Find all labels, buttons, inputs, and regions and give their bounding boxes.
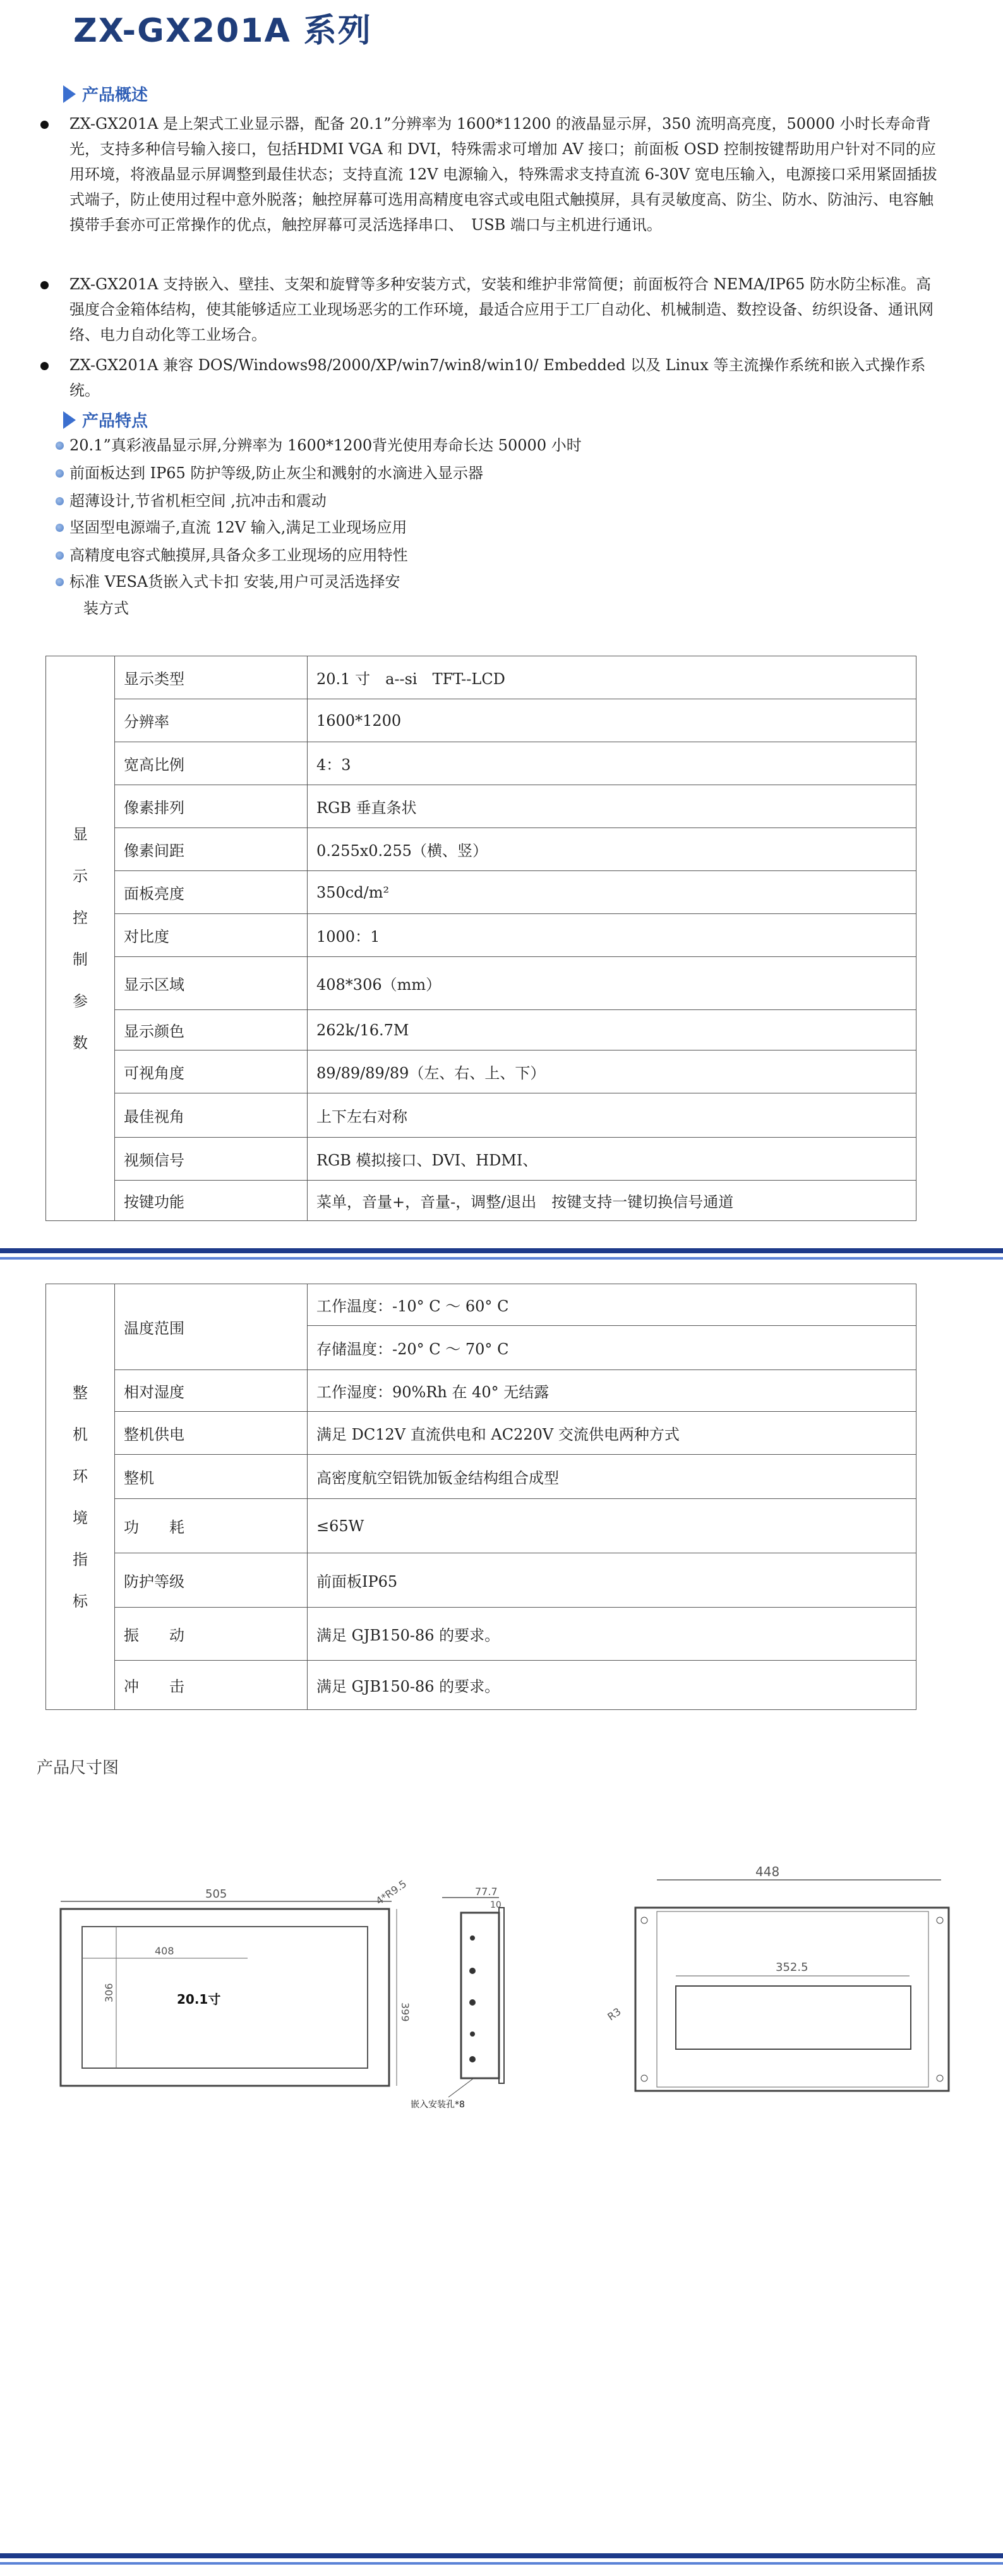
round-bullet-icon bbox=[56, 578, 64, 586]
screw-hole-icon bbox=[641, 2075, 647, 2081]
front-height-label: 399 bbox=[399, 2002, 411, 2022]
spec-value: ≤65W bbox=[308, 1499, 916, 1553]
bullet-icon bbox=[40, 281, 49, 289]
table-row bbox=[46, 1499, 916, 1553]
mounting-hole-icon bbox=[470, 1935, 475, 1941]
overview-paragraph-3: ZX-GX201A 兼容 DOS/Windows98/2000/XP/win7/win8/win10/ Embedded 以及 Linux 等主流操作系统和嵌入式操作系统。 bbox=[69, 352, 941, 403]
front-inner-height-label: 306 bbox=[103, 1983, 115, 2002]
spec-value: 工作温度：-10° C ～ 60° C bbox=[308, 1284, 916, 1326]
leader-line bbox=[448, 2078, 474, 2097]
dimension-caption: 产品尺寸图 bbox=[37, 1759, 119, 1778]
table-row bbox=[46, 914, 916, 957]
table-row bbox=[46, 742, 916, 785]
back-inner-width-label: 352.5 bbox=[776, 1961, 808, 1974]
table-row bbox=[46, 1553, 916, 1608]
table-row bbox=[46, 828, 916, 871]
spec-name: 温度范围 bbox=[115, 1284, 308, 1370]
spec-name: 按键功能 bbox=[115, 1181, 308, 1221]
section-divider bbox=[0, 1247, 1003, 1266]
spec-value: 上下左右对称 bbox=[308, 1093, 916, 1138]
feature-item: 前面板达到 IP65 防护等级,防止灰尘和溅射的水滴进入显示器 bbox=[69, 462, 483, 484]
divider-bar-light bbox=[0, 1257, 1003, 1260]
screw-hole-icon bbox=[937, 1917, 943, 1923]
features-heading bbox=[63, 408, 148, 431]
connector-icon bbox=[470, 2031, 475, 2037]
spec-value: 满足 GJB150-86 的要求。 bbox=[308, 1608, 916, 1661]
round-bullet-icon bbox=[56, 469, 64, 478]
side-body-outline bbox=[461, 1913, 499, 2078]
display-category-cell: 显 示 控 制 参 数 bbox=[46, 656, 115, 1221]
table-row bbox=[46, 1181, 916, 1221]
features-heading-text: 产品特点 bbox=[82, 412, 148, 431]
spec-name: 振 动 bbox=[115, 1608, 308, 1661]
feature-item: 超薄设计,节省机柜空间 ,抗冲击和震动 bbox=[69, 490, 327, 512]
spec-name: 功 耗 bbox=[115, 1499, 308, 1553]
feature-item: 20.1”真彩液晶显示屏,分辨率为 1600*1200背光使用寿命长达 50000 小时 bbox=[69, 435, 582, 456]
spec-name: 面板亮度 bbox=[115, 871, 308, 914]
spec-name: 整机 bbox=[115, 1455, 308, 1499]
table-row bbox=[46, 1412, 916, 1455]
spec-name: 对比度 bbox=[115, 914, 308, 957]
round-bullet-icon bbox=[56, 497, 64, 505]
table-row bbox=[46, 656, 916, 699]
overview-paragraph-1: ZX-GX201A 是上架式工业显示器，配备 20.1”分辨率为 1600*11200 的液晶显示屏，350 流明高亮度，50000 小时长寿命背光，支持多种信号输入接口，包括HDMI VGA 和 DVI，特殊需求可增加 AV 接口；前面板 OSD 控制按键帮助用户针对不同的应用环境，将液晶显示屏调整到最佳状态；支持直流 12V 电源输入，特殊需求支持直流 6-30V 宽电压输入，电源接口采用紧固插拔式端子，防止使用过程中意外脱落；触控屏幕可选用高精度电容式或电阻式触摸屏，具有灵敏度高、防尘、防水、防油污、电容触摸带手套亦可正常操作的优点，触控屏幕可灵活选择串口、 USB 端口与主机进行通讯。 bbox=[69, 111, 941, 238]
spec-value: 20.1 寸 a--si TFT--LCD bbox=[308, 656, 916, 699]
spec-name: 显示类型 bbox=[115, 656, 308, 699]
environment-category-cell: 整 机 环 境 指 标 bbox=[46, 1284, 115, 1710]
front-width-label: 505 bbox=[205, 1887, 227, 1901]
round-bullet-icon bbox=[56, 551, 64, 560]
table-row bbox=[46, 1608, 916, 1661]
mounting-hole-icon bbox=[469, 2056, 476, 2062]
spec-name: 视频信号 bbox=[115, 1138, 308, 1181]
table-row bbox=[46, 1010, 916, 1050]
divider-bar-dark bbox=[0, 1248, 1003, 1253]
spec-value: 前面板IP65 bbox=[308, 1553, 916, 1608]
back-side-label: R3 bbox=[605, 2005, 623, 2023]
side-depth-label: 77.7 bbox=[475, 1886, 498, 1898]
connector-icon bbox=[469, 1999, 476, 2006]
spec-name: 分辨率 bbox=[115, 699, 308, 742]
connector-icon bbox=[469, 1968, 476, 1974]
spec-value: 89/89/89/89（左、右、上、下） bbox=[308, 1050, 916, 1093]
spec-name: 可视角度 bbox=[115, 1050, 308, 1093]
bullet-icon bbox=[40, 362, 49, 370]
screw-hole-icon bbox=[641, 1917, 647, 1923]
spec-value: 工作湿度：90%Rh 在 40° 无结露 bbox=[308, 1370, 916, 1412]
bullet-icon bbox=[40, 121, 49, 129]
spec-value: 存储温度：-20° C ～ 70° C bbox=[308, 1326, 916, 1370]
front-view-drawing bbox=[51, 1877, 411, 2091]
front-inner-frame bbox=[82, 1927, 368, 2068]
table-row bbox=[46, 1370, 916, 1412]
spec-value: 350cd/m² bbox=[308, 871, 916, 914]
side-flange-label: 10 bbox=[490, 1900, 501, 1910]
spec-name: 像素排列 bbox=[115, 785, 308, 828]
overview-heading-text: 产品概述 bbox=[82, 86, 148, 105]
spec-value: 高密度航空铝铣加钣金结构组合成型 bbox=[308, 1455, 916, 1499]
back-outer-frame bbox=[635, 1908, 949, 2091]
spec-value: 1600*1200 bbox=[308, 699, 916, 742]
environment-spec-table bbox=[45, 1284, 916, 1710]
back-view-drawing bbox=[606, 1863, 960, 2104]
spec-name: 最佳视角 bbox=[115, 1093, 308, 1138]
spec-value: 1000：1 bbox=[308, 914, 916, 957]
spec-name: 显示区域 bbox=[115, 957, 308, 1010]
round-bullet-icon bbox=[56, 442, 64, 450]
back-mount-plate bbox=[676, 1986, 911, 2049]
table-row bbox=[46, 699, 916, 742]
front-inner-width-label: 408 bbox=[155, 1945, 174, 1957]
spec-name: 宽高比例 bbox=[115, 742, 308, 785]
spec-value: 4：3 bbox=[308, 742, 916, 785]
table-row bbox=[46, 1661, 916, 1710]
footer-divider bbox=[0, 2552, 1003, 2571]
feature-item: 坚固型电源端子,直流 12V 输入,满足工业现场应用 bbox=[69, 517, 407, 538]
divider-bar-light bbox=[0, 2562, 1003, 2565]
table-row bbox=[46, 957, 916, 1010]
spec-value: 408*306（mm） bbox=[308, 957, 916, 1010]
front-screen-label: 20.1寸 bbox=[177, 1992, 221, 2007]
triangle-bullet-icon bbox=[63, 85, 76, 103]
spec-name: 相对湿度 bbox=[115, 1370, 308, 1412]
feature-item: 标准 VESA货嵌入式卡扣 安装,用户可灵活选择安 bbox=[69, 571, 400, 593]
table-row bbox=[46, 785, 916, 828]
spec-value: 满足 DC12V 直流供电和 AC220V 交流供电两种方式 bbox=[308, 1412, 916, 1455]
side-note-label: 嵌入安装孔*8 bbox=[411, 2100, 465, 2110]
screw-hole-icon bbox=[937, 2075, 943, 2081]
spec-name: 像素间距 bbox=[115, 828, 308, 871]
triangle-bullet-icon bbox=[63, 411, 76, 429]
overview-paragraph-2: ZX-GX201A 支持嵌入、壁挂、支架和旋臂等多种安装方式，安装和维护非常简便；前面板符合 NEMA/IP65 防水防尘标准。高强度合金箱体结构，使其能够适应工业现场恶劣的工作环境，最适合应用于工厂自动化、机械制造、数控设备、纺织设备、通讯网络、电力自动化等工业场合。 bbox=[69, 272, 941, 347]
table-row bbox=[46, 871, 916, 914]
spec-value: 0.255x0.255（横、竖） bbox=[308, 828, 916, 871]
round-bullet-icon bbox=[56, 524, 64, 532]
display-spec-table bbox=[45, 656, 916, 1221]
divider-bar-dark bbox=[0, 2553, 1003, 2558]
spec-value: RGB 垂直条状 bbox=[308, 785, 916, 828]
back-panel-outline bbox=[657, 1911, 928, 2087]
table-row bbox=[46, 1284, 916, 1326]
feature-item-continuation: 装方式 bbox=[83, 599, 129, 617]
table-row bbox=[46, 1138, 916, 1181]
overview-heading bbox=[63, 82, 148, 105]
table-row bbox=[46, 1455, 916, 1499]
spec-name: 显示颜色 bbox=[115, 1010, 308, 1050]
table-row bbox=[46, 1093, 916, 1138]
back-width-label: 448 bbox=[755, 1864, 780, 1879]
spec-value: 262k/16.7M bbox=[308, 1010, 916, 1050]
spec-name: 防护等级 bbox=[115, 1553, 308, 1608]
spec-value: RGB 模拟接口、DVI、HDMI、 bbox=[308, 1138, 916, 1181]
spec-value: 满足 GJB150-86 的要求。 bbox=[308, 1661, 916, 1710]
feature-item: 高精度电容式触摸屏,具备众多工业现场的应用特性 bbox=[69, 545, 408, 566]
spec-name: 冲 击 bbox=[115, 1661, 308, 1710]
side-view-drawing bbox=[404, 1886, 531, 2116]
page-title: ZX-GX201A 系列 bbox=[73, 12, 372, 50]
table-row bbox=[46, 1050, 916, 1093]
spec-value: 菜单，音量+，音量-，调整/退出 按键支持一键切换信号通道 bbox=[308, 1181, 916, 1221]
front-corner-label: 4*R9.5 bbox=[373, 1877, 409, 1908]
spec-name: 整机供电 bbox=[115, 1412, 308, 1455]
